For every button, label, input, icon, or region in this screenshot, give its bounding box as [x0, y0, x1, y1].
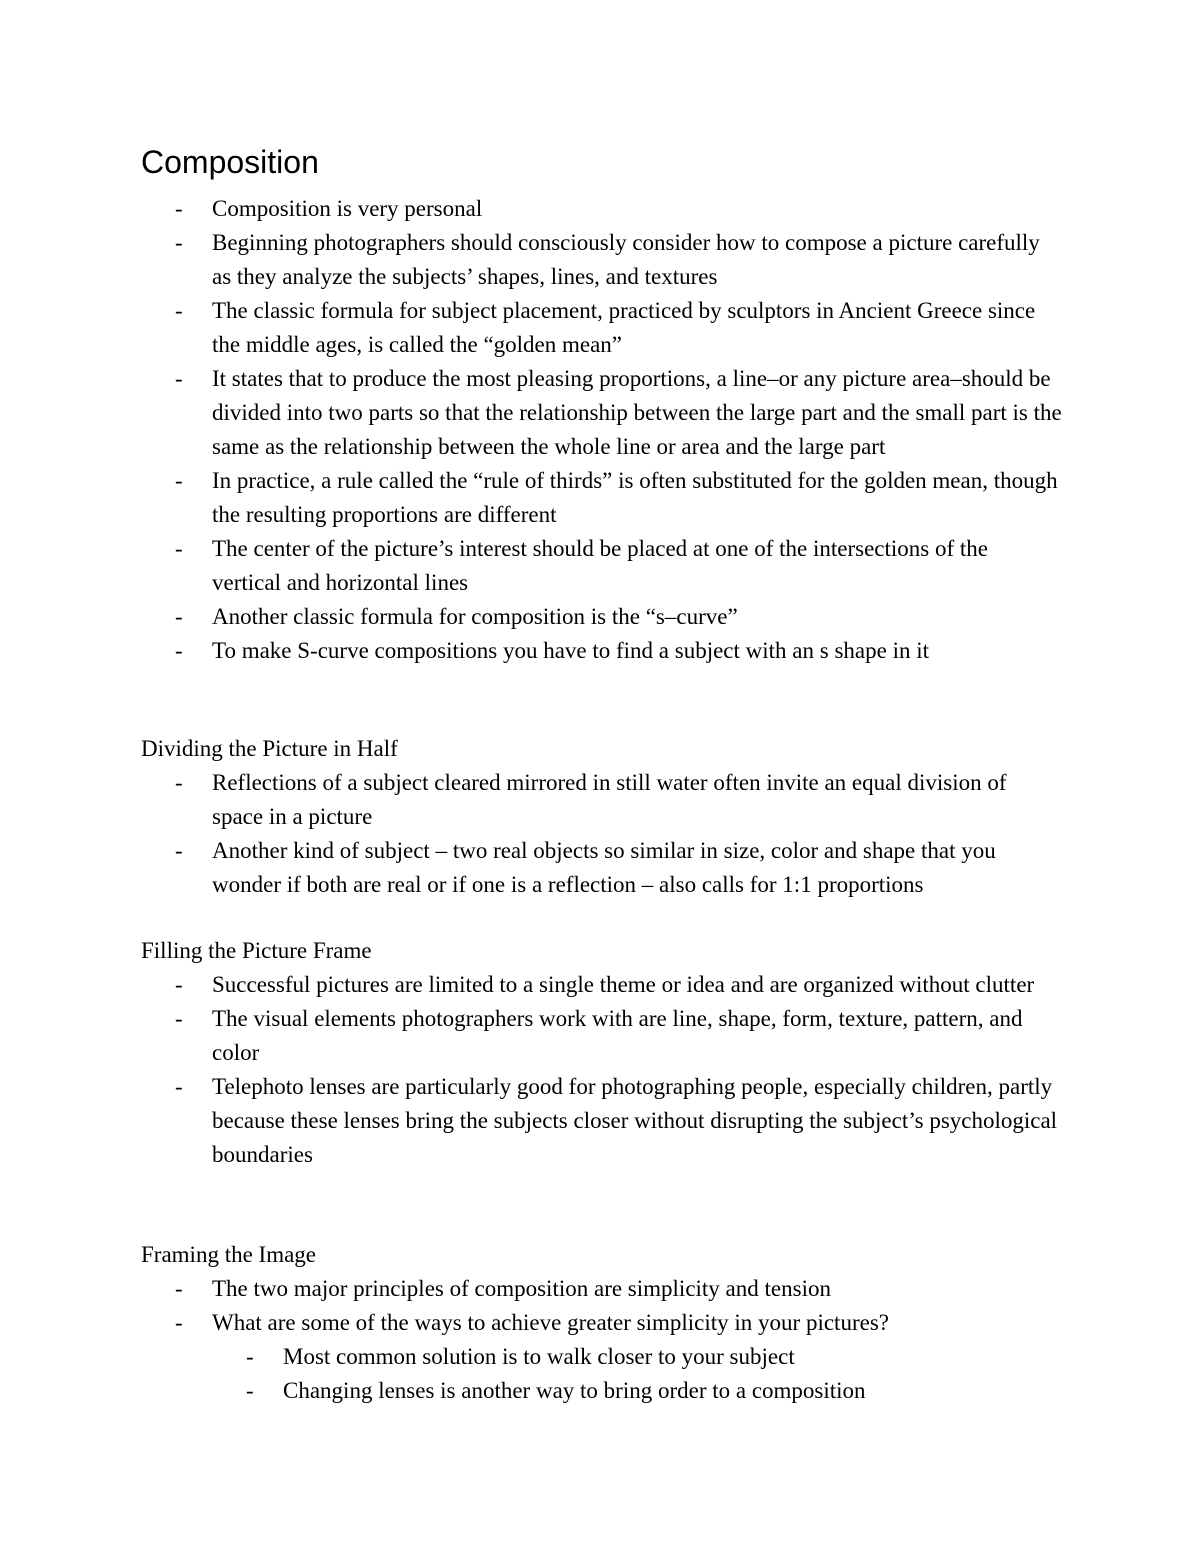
list-item — [0, 968, 1062, 1002]
list-item — [0, 834, 1062, 902]
list-item — [0, 1306, 1062, 1340]
item-text: Composition is very personal — [212, 196, 483, 221]
list-item — [0, 532, 1062, 600]
list-item — [0, 294, 1062, 362]
page-title: Composition — [141, 144, 319, 180]
item-text: The classic formula for subject placement, practiced by sculptors in Ancient Greece since the middle ages, is called the “golden mean” — [212, 298, 1036, 357]
item-text: Changing lenses is another way to bring order to a composition — [283, 1378, 866, 1403]
section-heading-filling: Filling the Picture Frame — [141, 938, 372, 963]
bullet-dash: - — [246, 1378, 254, 1403]
list-item — [0, 362, 1062, 464]
list-item — [0, 226, 1062, 294]
list-item — [0, 634, 1062, 668]
item-text: Most common solution is to walk closer to your subject — [283, 1344, 795, 1369]
bullet-dash: - — [175, 638, 183, 663]
sub-list-item — [0, 1374, 1063, 1408]
framing-list — [0, 1272, 1063, 1408]
bullet-dash: - — [175, 230, 183, 255]
bullet-dash: - — [175, 838, 183, 863]
section-heading-dividing: Dividing the Picture in Half — [141, 736, 398, 761]
item-text: To make S-curve compositions you have to find a subject with an s shape in it — [212, 638, 929, 663]
bullet-dash: - — [246, 1344, 254, 1369]
item-text: Telephoto lenses are particularly good for photographing people, especially children, partly because these lenses bring the subjects closer without disrupting the subject’s psychological boundaries — [212, 1074, 1058, 1167]
section-heading-framing: Framing the Image — [141, 1242, 317, 1267]
bullet-dash: - — [175, 536, 183, 561]
item-text: Another kind of subject – two real objects so similar in size, color and shape that you wonder if both are real or if one is a reflection – also calls for 1:1 proportions — [212, 838, 996, 897]
list-item — [0, 1272, 1062, 1306]
list-item — [0, 1002, 1062, 1070]
item-text: Successful pictures are limited to a single theme or idea and are organized without clutter — [212, 972, 1035, 997]
item-text: It states that to produce the most pleasing proportions, a line–or any picture area–should be divided into two parts so that the relationship between the large part and the small part is the same as the relationship between the whole line or area and the large part — [212, 366, 1062, 459]
bullet-dash: - — [175, 770, 183, 795]
item-text: In practice, a rule called the “rule of thirds” is often substituted for the golden mean, though the resulting proportions are different — [212, 468, 1058, 527]
bullet-dash: - — [175, 366, 183, 391]
filling-list — [0, 968, 1062, 1172]
item-text: Beginning photographers should consciously consider how to compose a picture carefully as they analyze the subjects’ shapes, lines, and textures — [212, 230, 1040, 289]
item-text: Reflections of a subject cleared mirrored in still water often invite an equal division of space in a picture — [212, 770, 1007, 829]
bullet-dash: - — [175, 1310, 183, 1335]
list-item — [0, 766, 1062, 834]
bullet-dash: - — [175, 1276, 183, 1301]
item-text: The two major principles of composition are simplicity and tension — [212, 1276, 831, 1301]
list-item — [0, 464, 1062, 532]
bullet-dash: - — [175, 298, 183, 323]
dividing-list — [0, 766, 1062, 902]
list-item — [0, 192, 1062, 226]
bullet-dash: - — [175, 1074, 183, 1099]
list-item — [0, 1070, 1062, 1172]
item-text: The visual elements photographers work with are line, shape, form, texture, pattern, and color — [212, 1006, 1023, 1065]
composition-list — [0, 192, 1062, 668]
item-text: Another classic formula for composition is the “s–curve” — [212, 604, 738, 629]
bullet-dash: - — [175, 604, 183, 629]
bullet-dash: - — [175, 1006, 183, 1031]
list-item — [0, 600, 1062, 634]
item-text: The center of the picture’s interest should be placed at one of the intersections of the vertical and horizontal lines — [212, 536, 988, 595]
bullet-dash: - — [175, 972, 183, 997]
bullet-dash: - — [175, 196, 183, 221]
bullet-dash: - — [175, 468, 183, 493]
item-text: What are some of the ways to achieve greater simplicity in your pictures? — [212, 1310, 889, 1335]
sub-list-item — [0, 1340, 1063, 1374]
